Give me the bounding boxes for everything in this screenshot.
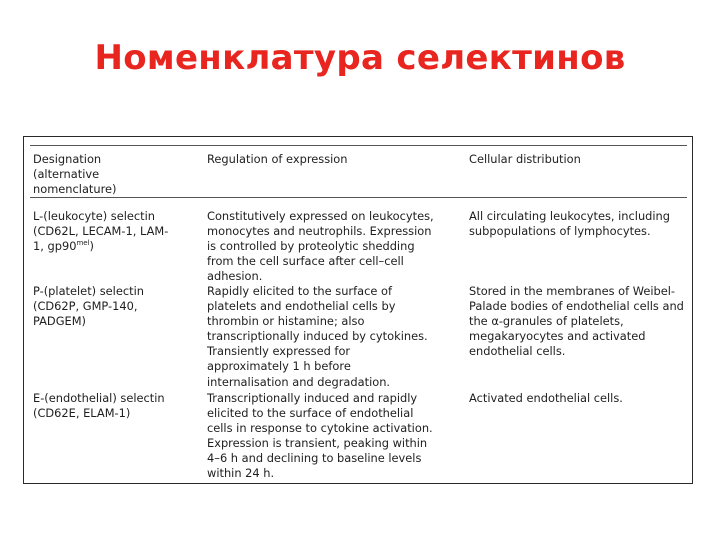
row-l-selectin-distribution: All circulating leukocytes, including subpopulations of lymphocytes. <box>469 209 671 239</box>
table-header-rule <box>30 197 687 198</box>
header-designation: Designation (alternative nomenclature) <box>33 152 117 197</box>
header-distribution: Cellular distribution <box>469 152 581 166</box>
row-e-selectin-regulation: Transcriptionally induced and rapidly elicited to the surface of endothelial cells in response to cytokine activation. Expression is transient, peaking within 4–6 h and declining to baseline levels within 24 h. <box>207 391 433 481</box>
row-l-selectin-designation <box>33 209 168 254</box>
header-regulation: Regulation of expression <box>207 152 348 166</box>
designation-closing: ) <box>89 239 94 254</box>
selectin-table <box>23 136 693 484</box>
slide-title: Номенклатура селектинов <box>94 38 626 78</box>
row-e-selectin-designation: E-(endothelial) selectin (CD62E, ELAM-1) <box>33 391 165 421</box>
row-p-selectin-designation: P-(platelet) selectin (CD62P, GMP-140, PADGEM) <box>33 284 144 329</box>
row-p-selectin-regulation: Rapidly elicited to the surface of platelets and endothelial cells by thrombin or histamine; also transcriptionally induced by cytokines. Transiently expressed for approximately 1 h before internalisation and degradation. <box>207 284 428 389</box>
row-l-selectin-regulation: Constitutively expressed on leukocytes, monocytes and neutrophils. Expression is controlled by proteolytic shedding from the cell surface after cell–cell adhesion. <box>207 209 434 284</box>
row-p-selectin-distribution: Stored in the membranes of Weibel- Palade bodies of endothelial cells and the α-granules of platelets, megakaryocytes and activated endothelial cells. <box>469 284 684 359</box>
row-e-selectin-distribution: Activated endothelial cells. <box>469 391 623 405</box>
designation-text: L-(leukocyte) selectin (CD62L, LECAM-1, LAM- 1, gp90 <box>33 209 169 254</box>
table-top-rule <box>30 145 687 146</box>
designation-superscript: mel <box>76 239 90 248</box>
